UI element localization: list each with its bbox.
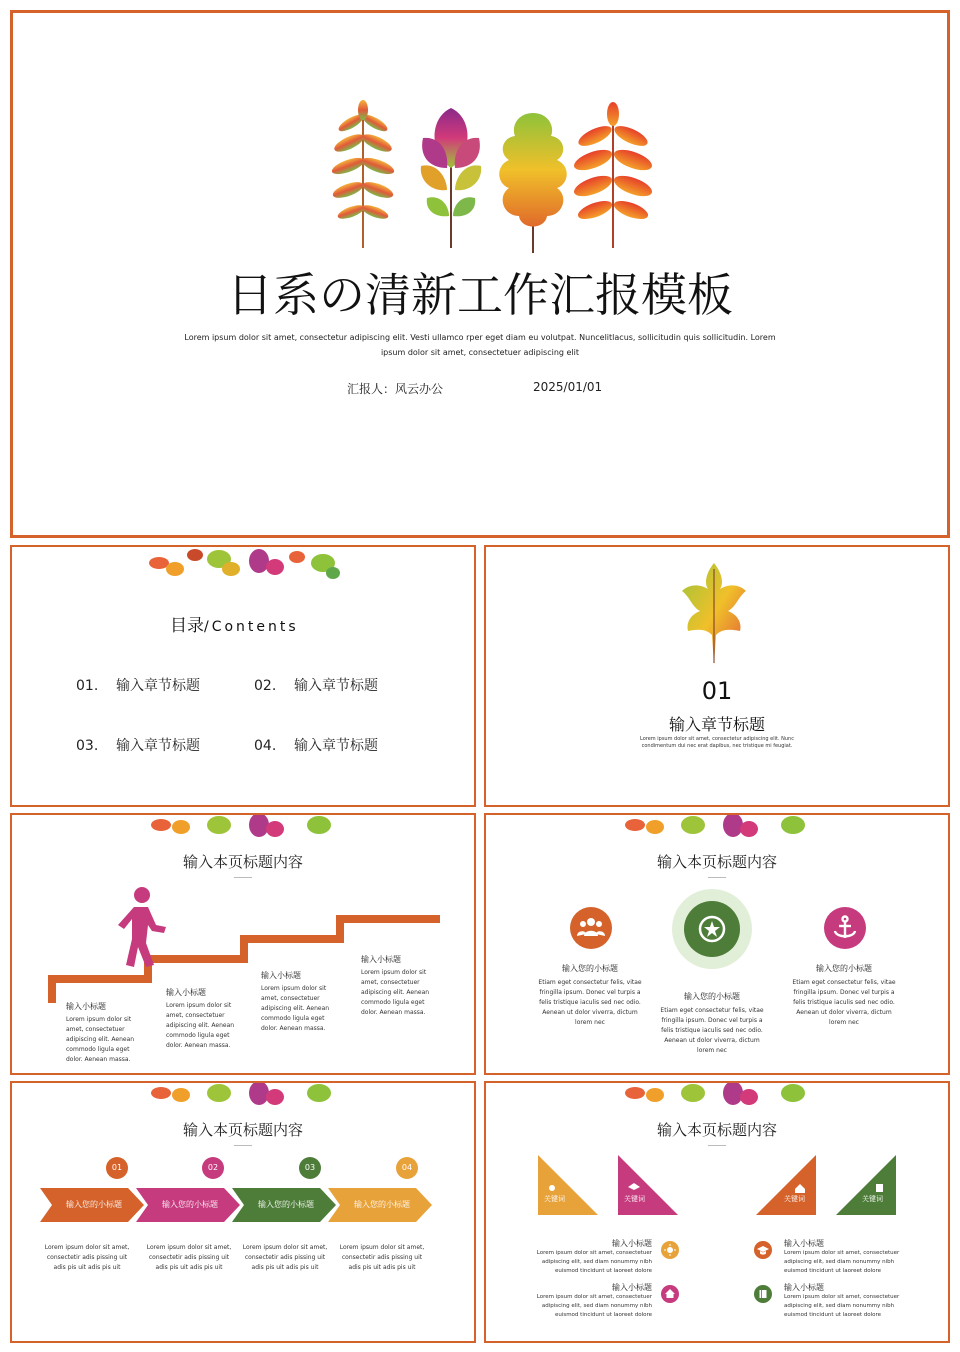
stairs-slide [10,813,476,1075]
anchor-icon [824,907,866,949]
maple-leaf-icon [678,559,750,669]
point-label: 输入小标题 [784,1283,824,1292]
point-label: 输入小标题 [612,1283,652,1292]
sun-icon [661,1241,679,1259]
arrow-text: Lorem ipsum dolor sit amet, consectetir adis pissing uit adis pis uit adis pis uit [44,1244,130,1271]
toc-item-number: 04. [254,738,277,754]
step-3 [261,970,341,1034]
point-2 [532,1282,652,1320]
fern-leaf-icon [330,100,396,248]
keyword-label: 关键词 [544,1195,565,1203]
step-text: Lorem ipsum dolor sit amet, consectetuer adipiscing elit. Aenean commodo ligula eget dolor. Aenean massa. [361,969,430,1016]
arrows-slide [10,1081,476,1343]
section-description: Lorem ipsum dolor sit amet, consectetur adipiscing elit. Nunc condimentum dui nec erat dapibus, nec tristique mi feugiat. [640,736,794,749]
point-label: 输入小标题 [612,1239,652,1248]
graduation-cap-icon [754,1241,772,1259]
leaf-garland [147,1081,342,1113]
cover-slide [10,10,950,538]
home-icon [661,1285,679,1303]
item-text: Etiam eget consectetur felis, vitae fringilla ipsum. Donec vel turpis a felis tristique iaculis sed nec odio. Aenean ut dolor viverra, dictum lorem nec [792,979,896,1026]
point-label: 输入小标题 [784,1239,824,1248]
toc-item-label: 输入章节标题 [294,678,378,694]
toc-item-1[interactable] [76,675,200,695]
step-label: 输入小标题 [66,1002,106,1011]
toc-item-number: 03. [76,738,99,754]
step-text: Lorem ipsum dolor sit amet, consectetuer adipiscing elit. Aenean commodo ligula eget dolor. Aenean massa. [166,1002,235,1049]
leaf-garland [147,545,342,585]
point-text: Lorem ipsum dolor sit amet, consectetuer adipiscing elit, sed diam nonummy nibh euismod tincidunt ut laoreet dolore [536,1294,652,1318]
point-text: Lorem ipsum dolor sit amet, consectetuer adipiscing elit, sed diam nonummy nibh euismod tincidunt ut laoreet dolore [784,1250,900,1274]
arrow-label: 输入您的小标题 [162,1200,218,1209]
step-4 [361,954,441,1018]
point-text: Lorem ipsum dolor sit amet, consectetuer adipiscing elit, sed diam nonummy nibh euismod tincidunt ut laoreet dolore [536,1250,652,1274]
cover-date: 2025/01/01 [533,380,603,394]
toc-item-label: 输入章节标题 [116,738,200,754]
arrow-text: Lorem ipsum dolor sit amet, consectetir adis pissing uit adis pis uit adis pis uit [339,1244,425,1271]
step-text: Lorem ipsum dolor sit amet, consectetuer adipiscing elit. Aenean commodo ligula eget dolor. Aenean massa. [66,1016,135,1063]
arrow-label: 输入您的小标题 [258,1200,314,1209]
arrow-text: Lorem ipsum dolor sit amet, consectetir adis pissing uit adis pis uit adis pis uit [146,1244,232,1271]
leaf-garland [147,813,342,845]
arrow-text: Lorem ipsum dolor sit amet, consectetir adis pissing uit adis pis uit adis pis uit [242,1244,328,1271]
arrow-number-badge: 04 [396,1157,418,1179]
step-label: 输入小标题 [361,955,401,964]
toc-item-2[interactable] [254,675,378,695]
keyword-tag [836,1155,896,1215]
slide-title: 输入本页标题内容 [182,853,303,871]
arrow-number-badge: 02 [202,1157,224,1179]
section-title: 输入章节标题 [668,715,765,734]
circle-item-3 [790,963,898,1028]
cover-subtitle: Lorem ipsum dolor sit amet, consectetur adipiscing elit. Vesti ullamco rper eget diam eu volutpat. Nuncelitlacus, sollicitudin quis sollicitudin. Lorem ipsum dolor sit amet, consectetuer adipiscing elit [184,333,776,357]
toc-item-3[interactable] [76,735,200,755]
book-icon [754,1285,772,1303]
keyword-tag [756,1155,816,1215]
badge-icon-ring [672,889,752,969]
oak-leaf-icon [499,113,567,253]
section-number: 01 [701,677,733,705]
slide-title: 输入本页标题内容 [656,1121,777,1139]
step-label: 输入小标题 [261,971,301,980]
step-text: Lorem ipsum dolor sit amet, consectetuer adipiscing elit. Aenean commodo ligula eget dolor. Aenean massa. [261,985,330,1032]
step-label: 输入小标题 [166,988,206,997]
toc-item-label: 输入章节标题 [294,738,378,754]
section-slide [484,545,950,807]
users-icon [570,907,612,949]
toc-item-label: 输入章节标题 [116,678,200,694]
toc-title-cn: 目录 [170,616,204,636]
toc-item-number: 01. [76,678,99,694]
circle-item-1 [536,963,644,1028]
keywords-slide [484,1081,950,1343]
leaf-garland [621,1081,816,1113]
slide-title: 输入本页标题内容 [656,853,777,871]
point-3 [784,1238,906,1276]
keyword-label: 关键词 [624,1195,645,1203]
arrow-label: 输入您的小标题 [354,1200,410,1209]
badge-icon [684,901,740,957]
toc-slide [10,545,476,807]
item-label: 输入您的小标题 [816,964,872,973]
leaf-garland [621,813,816,845]
toc-item-4[interactable] [254,735,378,755]
point-text: Lorem ipsum dolor sit amet, consectetuer adipiscing elit, sed diam nonummy nibh euismod tincidunt ut laoreet dolore [784,1294,900,1318]
cover-reporter: 汇报人：风云办公 [347,382,444,396]
step-1 [66,1001,146,1065]
red-leaf-icon [571,102,654,248]
toc-item-number: 02. [254,678,277,694]
point-4 [784,1282,906,1320]
leaves-illustration [323,98,663,258]
cover-title: 日系の清新工作汇报模板 [227,268,733,322]
keyword-tag [618,1155,678,1215]
arrow-number-badge: 01 [106,1157,128,1179]
toc-title-en: /Contents [204,619,299,635]
slide-title: 输入本页标题内容 [182,1121,303,1139]
purple-leaf-icon [421,108,481,248]
arrow-label: 输入您的小标题 [66,1200,122,1209]
arrow-number-badge: 03 [299,1157,321,1179]
item-text: Etiam eget consectetur felis, vitae fringilla ipsum. Donec vel turpis a felis tristique iaculis sed nec odio. Aenean ut dolor viverra, dictum lorem nec [660,1007,764,1054]
point-1 [532,1238,652,1276]
step-2 [166,987,246,1051]
keyword-label: 关键词 [862,1195,883,1203]
item-label: 输入您的小标题 [684,992,740,1001]
keyword-label: 关键词 [784,1195,805,1203]
circles-slide [484,813,950,1075]
item-text: Etiam eget consectetur felis, vitae fringilla ipsum. Donec vel turpis a felis tristique iaculis sed nec odio. Aenean ut dolor viverra, dictum lorem nec [538,979,642,1026]
circle-item-2 [658,991,766,1056]
keyword-tag [538,1155,598,1215]
item-label: 输入您的小标题 [562,964,618,973]
toc-title [170,611,299,636]
